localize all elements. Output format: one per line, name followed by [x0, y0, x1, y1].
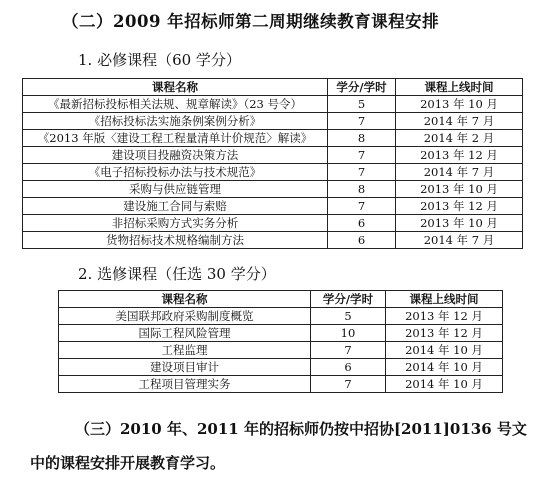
table-row	[23, 113, 523, 130]
table-header-row	[59, 291, 503, 308]
elective-courses-table	[58, 290, 503, 393]
course-name-cell: 《招标投标法实施条例案例分析》	[23, 113, 328, 130]
course-name-cell: 采购与供应链管理	[23, 181, 328, 198]
credits-cell: 7	[328, 113, 396, 130]
footer-note-line-1: （三）2010 年、2011 年的招标师仍按中招协[2011]0136 号文	[75, 420, 527, 438]
table-row	[23, 215, 523, 232]
column-header-credits: 学分/学时	[328, 79, 396, 96]
course-name-cell: 《2013 年版〈建设工程工程量清单计价规范〉解读》	[23, 130, 328, 147]
online-date-cell: 2014 年 7 月	[396, 232, 523, 249]
credits-cell: 8	[328, 181, 396, 198]
table-row	[23, 181, 523, 198]
required-courses-title: 1. 必修课程（60 学分）	[78, 51, 241, 69]
table-row	[59, 308, 503, 325]
elective-courses-title: 2. 选修课程（任选 30 学分）	[78, 265, 276, 283]
online-date-cell: 2014 年 7 月	[396, 113, 523, 130]
credits-cell: 7	[328, 164, 396, 181]
course-name-cell: 工程项目管理实务	[59, 376, 311, 393]
course-name-cell: 非招标采购方式实务分析	[23, 215, 328, 232]
online-date-cell: 2013 年 10 月	[396, 215, 523, 232]
column-header-online-date: 课程上线时间	[396, 79, 523, 96]
online-date-cell: 2014 年 10 月	[386, 376, 503, 393]
credits-cell: 6	[311, 359, 386, 376]
online-date-cell: 2013 年 12 月	[396, 147, 523, 164]
table-row	[23, 198, 523, 215]
online-date-cell: 2013 年 10 月	[396, 96, 523, 113]
course-name-cell: 建设项目投融资决策方法	[23, 147, 328, 164]
online-date-cell: 2014 年 10 月	[386, 359, 503, 376]
credits-cell: 7	[328, 198, 396, 215]
online-date-cell: 2013 年 12 月	[396, 198, 523, 215]
table-row	[23, 130, 523, 147]
table-row	[59, 376, 503, 393]
credits-cell: 5	[311, 308, 386, 325]
course-name-cell: 建设施工合同与索赔	[23, 198, 328, 215]
credits-cell: 7	[311, 342, 386, 359]
course-name-cell: 美国联邦政府采购制度概览	[59, 308, 311, 325]
course-name-cell: 货物招标技术规格编制方法	[23, 232, 328, 249]
table-row	[23, 147, 523, 164]
course-name-cell: 工程监理	[59, 342, 311, 359]
online-date-cell: 2013 年 12 月	[386, 325, 503, 342]
table-row	[59, 325, 503, 342]
table-row	[59, 359, 503, 376]
credits-cell: 6	[328, 215, 396, 232]
table-row	[59, 342, 503, 359]
credits-cell: 5	[328, 96, 396, 113]
credits-cell: 7	[311, 376, 386, 393]
online-date-cell: 2013 年 12 月	[386, 308, 503, 325]
required-courses-table	[22, 78, 523, 249]
footer-note-line-2: 中的课程安排开展教育学习。	[30, 454, 226, 472]
column-header-course-name: 课程名称	[59, 291, 311, 308]
credits-cell: 8	[328, 130, 396, 147]
course-name-cell: 建设项目审计	[59, 359, 311, 376]
section-heading: （二）2009 年招标师第二周期继续教育课程安排	[62, 12, 440, 31]
table-row	[23, 164, 523, 181]
online-date-cell: 2014 年 7 月	[396, 164, 523, 181]
credits-cell: 10	[311, 325, 386, 342]
column-header-course-name: 课程名称	[23, 79, 328, 96]
online-date-cell: 2014 年 10 月	[386, 342, 503, 359]
course-name-cell: 《最新招标投标相关法规、规章解读》（23 号令）	[23, 96, 328, 113]
course-name-cell: 国际工程风险管理	[59, 325, 311, 342]
online-date-cell: 2014 年 2 月	[396, 130, 523, 147]
column-header-online-date: 课程上线时间	[386, 291, 503, 308]
column-header-credits: 学分/学时	[311, 291, 386, 308]
credits-cell: 6	[328, 232, 396, 249]
table-header-row	[23, 79, 523, 96]
credits-cell: 7	[328, 147, 396, 164]
table-row	[23, 96, 523, 113]
table-row	[23, 232, 523, 249]
course-name-cell: 《电子招标投标办法与技术规范》	[23, 164, 328, 181]
online-date-cell: 2013 年 10 月	[396, 181, 523, 198]
